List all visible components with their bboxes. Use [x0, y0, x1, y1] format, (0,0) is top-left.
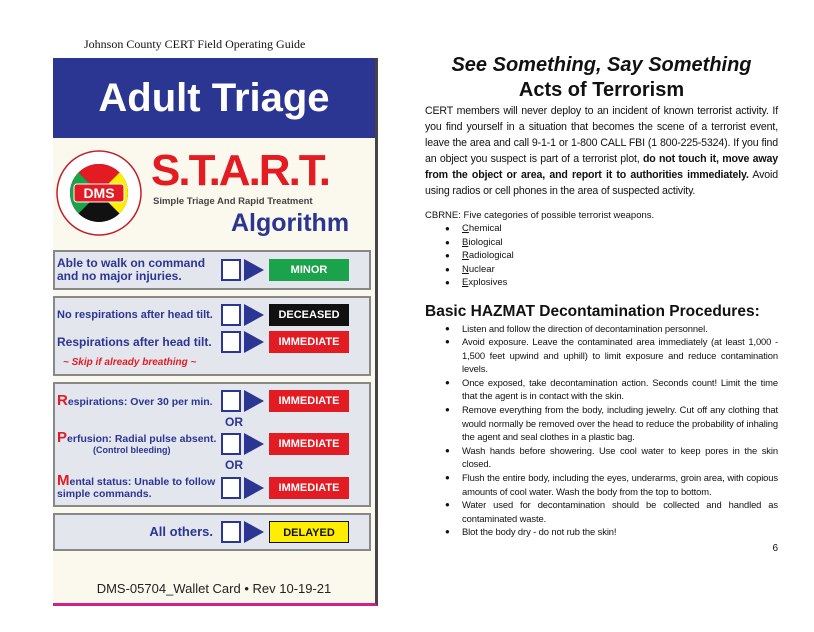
others-section [53, 513, 371, 551]
dms-logo-icon [56, 150, 142, 236]
rpm-section [53, 382, 371, 507]
arrow-icon [244, 259, 264, 281]
respiration-section [53, 296, 371, 376]
mental-status-label: ental status: Unable to follow simple commands. [57, 476, 216, 500]
minor-tag: MINOR [269, 259, 349, 281]
cbrne-list [445, 222, 778, 290]
cbrne-initial: C [462, 223, 469, 234]
p-letter: P [57, 429, 68, 446]
respirations-label: Respirations after head tilt. [57, 334, 212, 349]
hazmat-item: ● Listen and follow the direction of decontamination personnel. [445, 322, 778, 336]
respirations-checkbox[interactable] [221, 331, 241, 353]
cbrne-rest: iological [468, 236, 503, 248]
triage-steps [53, 250, 371, 551]
arrow-icon [244, 390, 264, 412]
hazmat-item: ● Blot the body dry - do not rub the skin! [445, 525, 778, 539]
arrow-icon [244, 521, 264, 543]
cbrne-initial: B [462, 236, 469, 248]
hazmat-item: ● Avoid exposure. Leave the contaminated area immediately (at least 1,000 - 1,500 feet upwind and uphill) to limit exposure and reduce contamination levels. [445, 335, 778, 376]
cbrne-intro: CBRNE: Five categories of possible terrorist weapons. [425, 210, 655, 221]
m-letter: M [57, 472, 70, 489]
arrow-icon [244, 477, 264, 499]
hazmat-item: ● Wash hands before showering. Use cool water to keep pores in the skin closed. [445, 444, 778, 471]
hazmat-item: ● Remove everything from the body, including jewelry. Cut off any clothing that would normally be removed over the head to reduce the probability of inhaling the agent and seal clothes in a plastic bag. [445, 403, 778, 444]
page-number: 6 [772, 543, 778, 554]
cbrne-initial: R [462, 250, 469, 261]
cbrne-item [445, 276, 778, 290]
cbrne-rest: xplosives [468, 277, 508, 288]
cbrne-item [445, 222, 778, 236]
no-respirations-checkbox[interactable] [221, 304, 241, 326]
skip-note: ~ Skip if already breathing ~ [63, 357, 197, 368]
immediate-tag: IMMEDIATE [269, 390, 349, 412]
control-bleeding-note: (Control bleeding) [93, 445, 171, 455]
logo-text: DMS [83, 185, 115, 201]
r-letter: R [57, 391, 68, 409]
hazmat-item: ● Flush the entire body, including the eyes, underarms, groin area, with copious amounts of cool water. Wash the body from the top to bottom. [445, 471, 778, 498]
perfusion-label: erfusion: Radial pulse absent. [67, 433, 217, 445]
perfusion-checkbox[interactable] [221, 433, 241, 455]
cbrne-initial: N [462, 263, 469, 275]
right-page [425, 53, 778, 555]
others-label: All others. [149, 524, 213, 539]
section-subtitle: Acts of Terrorism [518, 79, 685, 101]
mental-status-checkbox[interactable] [221, 477, 241, 499]
section-title: See Something, Say Something [451, 54, 752, 76]
start-subtitle: Simple Triage And Rapid Treatment [153, 196, 313, 207]
algorithm-heading: Algorithm [231, 209, 350, 237]
terrorism-paragraph [425, 103, 778, 199]
delayed-tag: DELAYED [269, 521, 349, 543]
immediate-tag: IMMEDIATE [269, 433, 349, 455]
hazmat-heading: Basic HAZMAT Decontamination Procedures: [425, 302, 760, 320]
triage-card [53, 58, 378, 606]
arrow-icon [244, 433, 264, 455]
arrow-icon [244, 331, 264, 353]
walk-checkbox[interactable] [221, 259, 241, 281]
running-header: Johnson County CERT Field Operating Guide [84, 37, 306, 51]
respiration-rate-checkbox[interactable] [221, 390, 241, 412]
immediate-tag: IMMEDIATE [269, 477, 349, 499]
para-text: CERT members will never deploy to an incident of known terrorist activity. If you find yourself in a situation that becomes the scene of a terrorist event, leave the area and call 9-1-1 or 1-800 CALL FBI (1 800-225-5324). If you find an object you suspect is part of a terrorist plot, [425, 105, 778, 165]
deceased-tag: DECEASED [269, 304, 349, 326]
card-footer: DMS-05704_Wallet Card • Rev 10-19-21 [96, 581, 332, 596]
para-bold-text: do not touch it, move away from the object or area, and report it to authorities immediately. [425, 153, 778, 181]
no-respirations-label: No respirations after head tilt. [57, 309, 213, 321]
walk-section [53, 250, 371, 290]
arrow-icon [244, 304, 264, 326]
hazmat-item: ● Water used for decontamination should be collected and handled as contaminated waste. [445, 498, 778, 525]
cbrne-item [445, 263, 778, 277]
hazmat-list [445, 322, 778, 540]
cbrne-rest: hemical [468, 223, 502, 234]
para-text: Avoid using radios or cell phones in the area of suspected activity. [425, 169, 778, 197]
immediate-tag: IMMEDIATE [269, 331, 349, 353]
cbrne-item [445, 249, 778, 263]
walk-label: Able to walk on command and no major injuries. [57, 256, 206, 283]
or-label: OR [225, 458, 243, 472]
start-heading: S.T.A.R.T. [151, 146, 330, 195]
cbrne-item [445, 236, 778, 250]
others-checkbox[interactable] [221, 521, 241, 543]
respirations-rate-label: espirations: Over 30 per min. [67, 395, 213, 408]
hazmat-item: ● Once exposed, take decontamination action. Seconds count! Limit the time that the agent is in contact with the skin. [445, 376, 778, 403]
cbrne-rest: uclear [468, 263, 495, 275]
cbrne-rest: adiological [468, 250, 514, 261]
or-label: OR [225, 415, 243, 429]
card-title: Adult Triage [53, 58, 375, 138]
cbrne-initial: E [462, 277, 469, 288]
